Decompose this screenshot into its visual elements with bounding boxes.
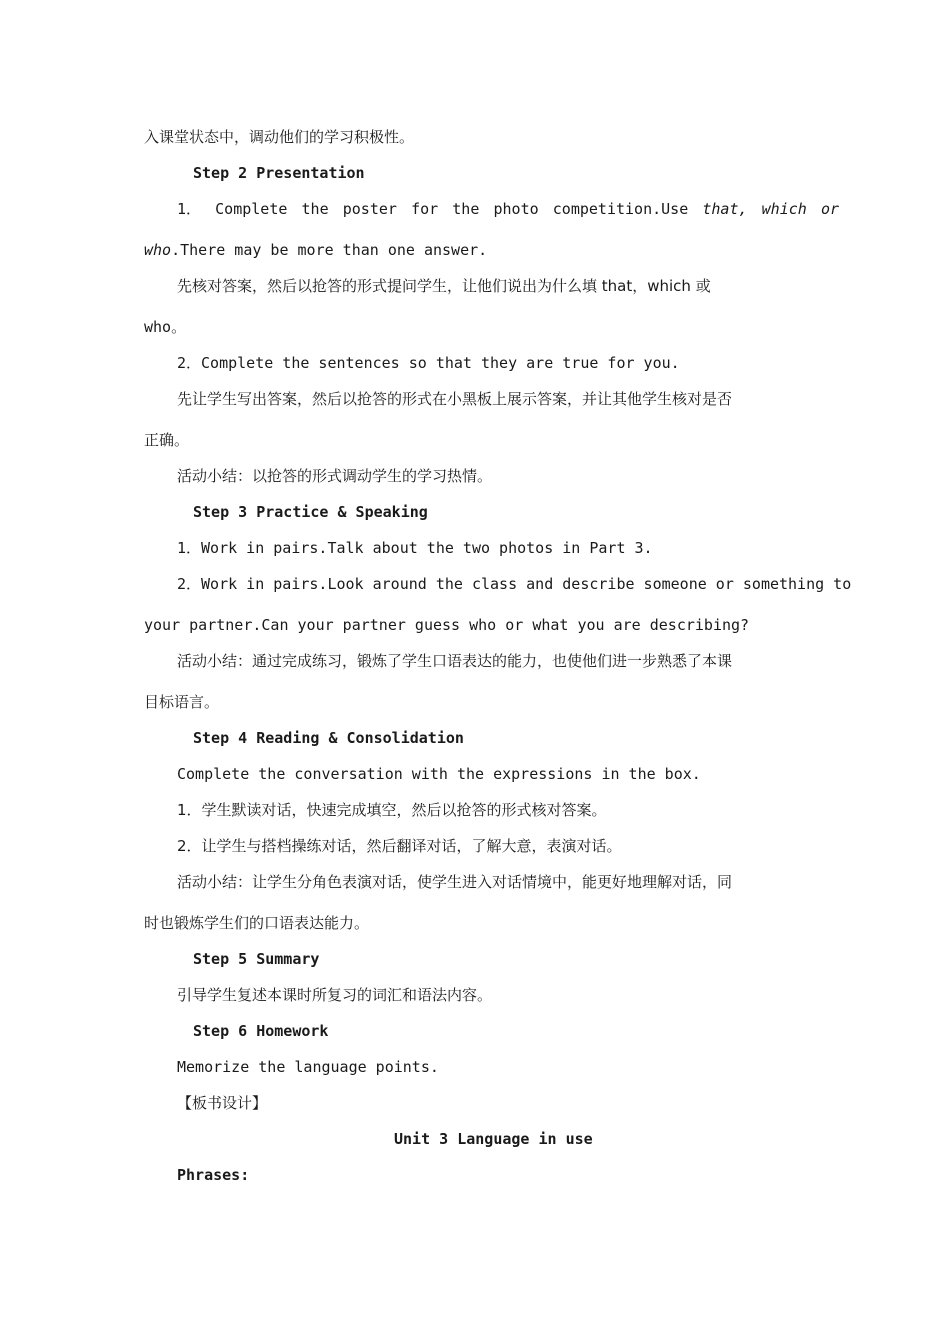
activity-summary: 活动小结：让学生分角色表演对话，使学生进入对话情境中，能更好地理解对话，同 [177,873,733,891]
board-title: Unit 3 Language in use [394,1130,593,1148]
paragraph-line: 时也锻炼学生们的口语表达能力。 [144,914,370,932]
italic-word: who [144,241,172,259]
word: competition.Use [552,200,689,218]
step-6-heading: Step 6 Homework [193,1022,329,1040]
paragraph-line: 先核对答案，然后以抢答的形式提问学生，让他们说出为什么填 that，which 或 [177,277,711,295]
step-2-heading: Step 2 Presentation [193,164,365,182]
word: for [411,200,439,218]
paragraph-line: your partner.Can your partner guess who or what you are describing? [144,616,750,634]
word: Complete [215,200,288,218]
paragraph-line: 正确。 [144,431,190,449]
paragraph-line: 2．让学生与搭档操练对话，然后翻译对话，了解大意，表演对话。 [177,837,622,855]
paragraph-line: 目标语言。 [144,693,220,711]
word: the [452,200,480,218]
word: or [820,200,839,218]
paragraph-line: 引导学生复述本课时所复习的词汇和语法内容。 [177,986,493,1004]
paragraph-line: who。 [144,318,187,336]
word: the [301,200,329,218]
word: poster [342,200,397,218]
step-3-heading: Step 3 Practice & Speaking [193,503,428,521]
activity-summary: 活动小结：以抢答的形式调动学生的学习热情。 [177,467,493,485]
word: 1． [177,200,202,218]
word: which [761,200,807,218]
sentence-text: .There may be more than one answer. [171,241,488,259]
paragraph-line: 2．Complete the sentences so that they are true for you. [177,354,680,372]
phrases-label: Phrases: [177,1166,250,1184]
paragraph-line: 1．学生默读对话，快速完成填空，然后以抢答的形式核对答案。 [177,801,607,819]
paragraph-line: 入课堂状态中，调动他们的学习积极性。 [144,128,415,146]
word: that, [702,200,748,218]
paragraph-line: Memorize the language points. [177,1058,439,1076]
paragraph-line: 先让学生写出答案，然后以抢答的形式在小黑板上展示答案，并让其他学生核对是否 [177,390,733,408]
paragraph-line [177,199,839,219]
paragraph-line: Complete the conversation with the expressions in the box. [177,765,701,783]
activity-summary: 活动小结：通过完成练习，锻炼了学生口语表达的能力，也使他们进一步熟悉了本课 [177,652,733,670]
paragraph-line: 1．Work in pairs.Talk about the two photos in Part 3. [177,539,653,557]
word: photo [493,200,539,218]
board-design-heading: 【板书设计】 [177,1094,268,1112]
paragraph-line [144,240,487,260]
step-4-heading: Step 4 Reading & Consolidation [193,729,464,747]
paragraph-line: 2．Work in pairs.Look around the class and describe someone or something to [177,575,852,593]
step-5-heading: Step 5 Summary [193,950,320,968]
